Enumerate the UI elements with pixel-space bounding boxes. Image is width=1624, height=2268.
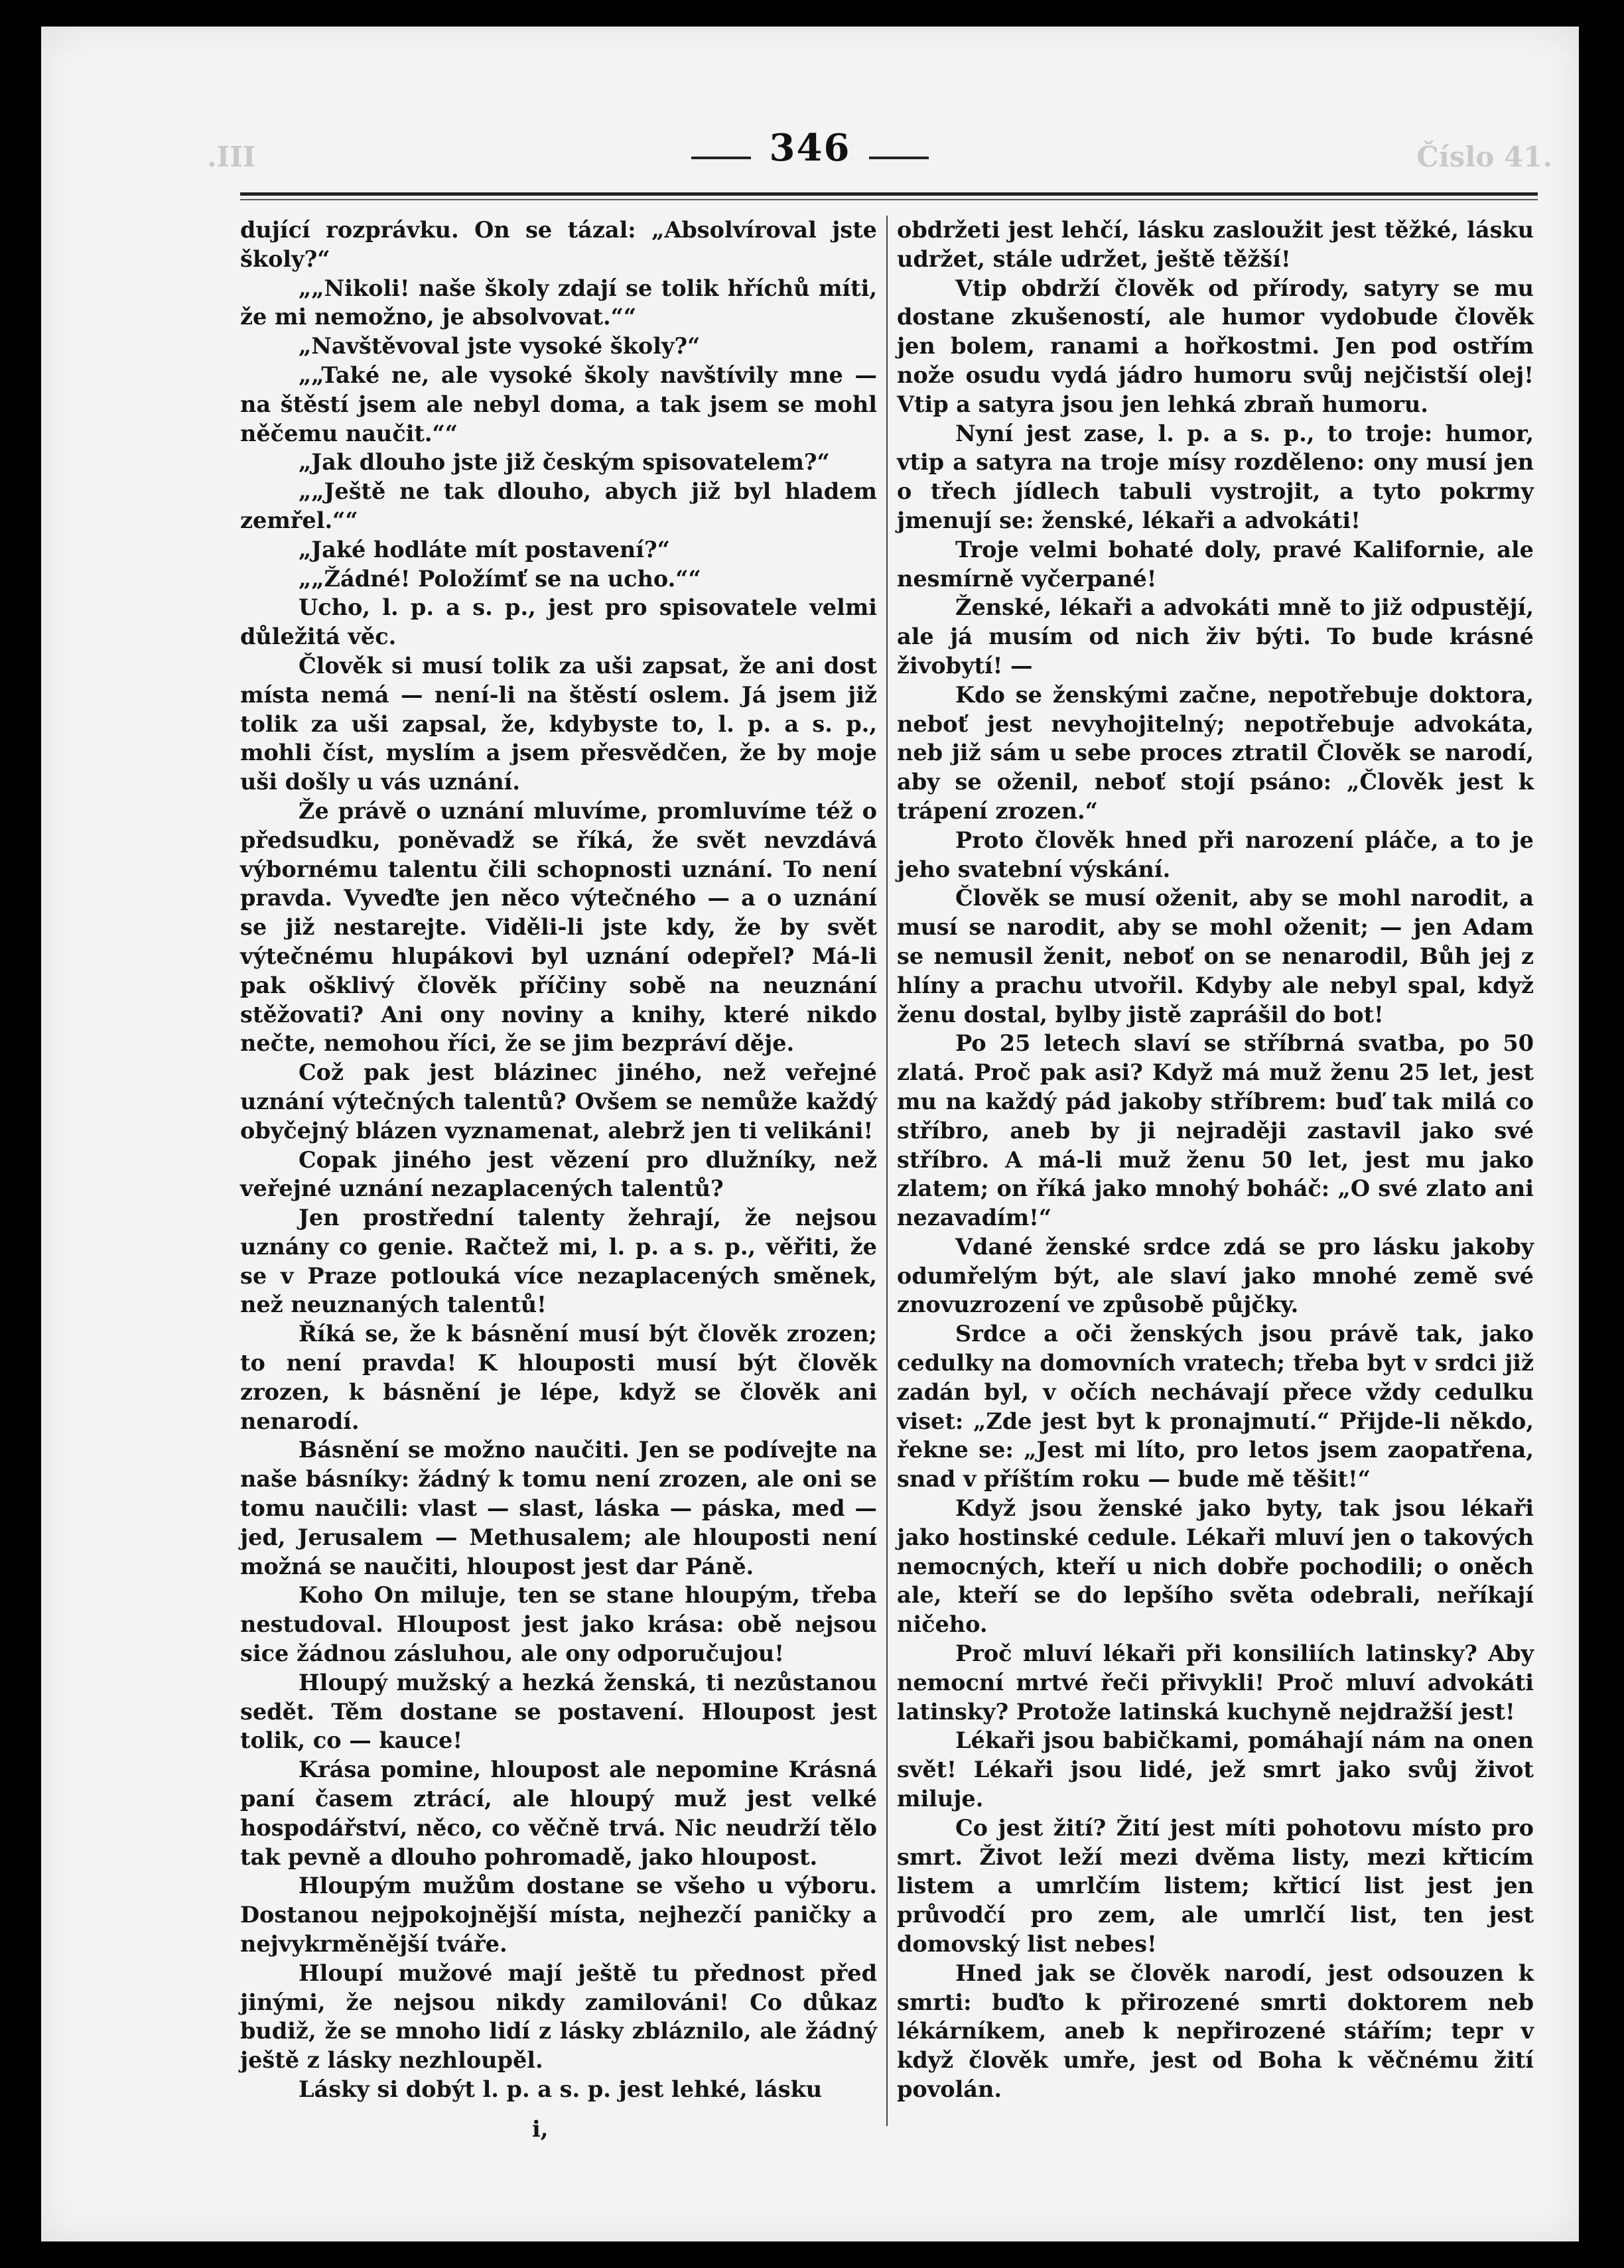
header-dash-left — [691, 157, 751, 159]
paragraph: Což pak jest blázinec jiného, než veřejné uznání výtečných talentů? Ovšem se nemůže každý obyčejný blázen vyznamenat, alebrž jen ti velikáni! — [240, 1059, 877, 1144]
paragraph: Básnění se možno naučiti. Jen se podívejte na naše básníky: žádný k tomu není zrozen, ale oni se tomu naučili: vlast — slast, láska — páska, med — jed, Jerusalem — Methusalem; ale hlouposti není možná se naučiti, hloupost jest dar Páně. — [240, 1437, 877, 1579]
paragraph: Člověk se musí oženit, aby se mohl narodit, a musí se narodit, aby se mohl oženit; — jen Adam se nemusil ženit, neboť on se nenarodil, Bůh jej z hlíny a prachu utvořil. Kdyby ale nebyl spal, když ženu dostal, bylby jistě zaprášil do bot! — [897, 885, 1534, 1028]
paragraph: „Jak dlouho jste již českým spisovatelem?“ — [299, 449, 830, 476]
paragraph: Po 25 letech slaví se stříbrná svatba, po 50 zlatá. Proč pak asi? Když má muž ženu 25 let, jest mu na každý pád jakoby stříbrem: buď tak milá co stříbro, aneb by ji nejraději zastavil jako své stříbro. A má-li muž ženu 50 let, jest mu jako zlatem; on říká jako mnohý boháč: „O své zlato ani nezavadím!“ — [897, 1030, 1534, 1231]
paragraph: Jen prostřední talenty žehrají, že nejsou uznány co genie. Račtež mi, l. p. a s. p., věřiti, že se v Praze potlouká více nezaplacených směnek, než neuznaných talentů! — [240, 1205, 877, 1318]
paragraph: Krása pomine, hloupost ale nepomine Krásná paní časem ztrácí, ale hloupý muž jest velké hospodářství, něco, co věčně trvá. Nic neudrží tělo tak pevně a dlouho pohromadě, jako hloupost. — [240, 1757, 877, 1870]
paragraph: Koho On miluje, ten se stane hloupým, třeba nestudoval. Hloupost jest jako krása: obě nejsou sice žádnou zásluhou, ale ony odporučujou! — [240, 1582, 877, 1667]
paragraph: Vdané ženské srdce zdá se pro lásku jakoby odumřelým být, ale slaví jako mnohé země své znovuzrození ve způsobě půjčky. — [897, 1233, 1534, 1318]
paragraph: dující rozprávku. On se tázal: „Absolvíroval jste školy?“ — [240, 217, 877, 272]
faint-bleedthrough-left: .III — [207, 141, 256, 173]
paragraph: Nyní jest zase, l. p. a s. p., to troje: humor, vtip a satyra na troje mísy rozděleno: ony musí jen o třech jídlech tabuli vystrojit, a tyto pokrmy jmenují se: ženské, lékaři a advokáti! — [897, 420, 1534, 533]
page-number: 346 — [769, 126, 851, 170]
paragraph: Kdo se ženskými začne, nepotřebuje doktora, neboť jest nevyhojitelný; nepotřebuje advokáta, neb již sám u sebe proces ztratil Člověk se narodí, aby se oženil, neboť stojí psáno: „Člověk jest k trápení zrozen.“ — [897, 681, 1534, 824]
faint-bleedthrough-right: Číslo 41. — [1416, 141, 1552, 173]
paragraph: Člověk si musí tolik za uši zapsat, že ani dost místa nemá — není-li na štěstí oslem. Já jsem již tolik za uši zapsal, že, kdybyste to, l. p. a s. p., mohli číst, myslím a jsem přesvědčen, že by moje uši došly u vás uznání. — [240, 652, 877, 795]
paragraph: Copak jiného jest vězení pro dlužníky, než veřejné uznání nezaplacených talentů? — [240, 1146, 877, 1202]
paragraph: Ženské, lékaři a advokáti mně to již odpustějí, ale já musím od nich živ býti. To bude krásné živobytí! — — [897, 594, 1534, 679]
paragraph: „„Žádné! Položímť se na ucho.““ — [299, 565, 701, 592]
paragraph: Lékaři jsou babičkami, pomáhají nám na onen svět! Lékaři jsou lidé, jež smrt jako svůj život miluje. — [897, 1727, 1534, 1812]
header-rule-thin — [240, 199, 1538, 200]
paragraph: Hloupý mužský a hezká ženská, ti nezůstanou sedět. Těm dostane se postavení. Hloupost jest tolik, co — kauce! — [240, 1669, 877, 1754]
right-column — [897, 216, 1534, 2104]
column-divider — [886, 216, 888, 2126]
paragraph: Co jest žití? Žití jest míti pohotovu místo pro smrt. Život leží mezi dvěma listy, mezi křticím listem a umrlčím listem; křticí list jest jen průvodčí pro zem, ale umrlčí list, ten jest domovský list nebes! — [897, 1814, 1534, 1958]
paragraph: Lásky si dobýt l. p. a s. p. jest lehké, lásku — [299, 2076, 823, 2102]
paragraph: „„Také ne, ale vysoké školy navštívily mne — na štěstí jsem ale nebyl doma, a tak jsem se mohl něčemu naučit.““ — [240, 362, 877, 446]
paragraph: „„Ještě ne tak dlouho, abych již byl hladem zemřel.““ — [240, 478, 877, 533]
paragraph: obdržeti jest lehčí, lásku zasloužit jest těžké, lásku udržet, stále udržet, ještě těžší! — [897, 217, 1534, 272]
paragraph: Srdce a oči ženských jsou právě tak, jako cedulky na domovních vratech; třeba byt v srdci již zadán byl, v očích nechávají přece vždy cedulku viset: „Zde jest byt k pronajmutí.“ Přijde-li někdo, řekne se: „Jest mi líto, pro letos jsem zaopatřena, snad v příštím roku — bude mě těšit!“ — [897, 1321, 1534, 1493]
paragraph: Proto člověk hned při narození pláče, a to je jeho svatební výskání. — [897, 827, 1534, 882]
paragraph: Proč mluví lékaři při konsiliích latinsky? Aby nemocní mrtvé řeči přivykli! Proč mluví advokáti latinsky? Protože latinská kuchyně nejdražší jest! — [897, 1640, 1534, 1725]
newspaper-page — [41, 27, 1579, 2241]
paragraph: Hloupým mužům dostane se všeho u výboru. Dostanou nejpokojnější místa, nejhezčí paničky a nejvykrměnější tváře. — [240, 1873, 877, 1958]
paragraph: Říká se, že k básnění musí být člověk zrozen; to není pravda! K hlouposti musí být člověk zrozen, k básnění je lépe, když se člověk ani nenarodí. — [240, 1321, 877, 1434]
paragraph: Hned jak se člověk narodí, jest odsouzen k smrti: buďto k přirozené smrti doktorem neb lékárníkem, aneb k nepřirozené stářím; tepr v když člověk umře, jest od Boha k věčnému žití povolán. — [897, 1960, 1534, 2102]
paragraph: Troje velmi bohaté doly, pravé Kalifornie, ale nesmírně vyčerpané! — [897, 536, 1534, 592]
paragraph: Hloupí mužové mají ještě tu přednost před jinými, že nejsou nikdy zamilováni! Co důkaz budiž, že se mnoho lidí z lásky zbláznilo, ale žádný ještě z lásky nezhloupěl. — [240, 1960, 877, 2074]
paragraph: Ucho, l. p. a s. p., jest pro spisovatele velmi důležitá věc. — [240, 594, 877, 650]
paragraph: „Navštěvoval jste vysoké školy?“ — [299, 333, 701, 360]
paragraph: Že právě o uznání mluvíme, promluvíme též o předsudku, poněvadž se říká, že svět nevzdává výbornému talentu čili schopnosti uznání. To není pravda. Vyveďte jen něco výtečného — a o uznání se již nestarejte. Viděli-li jste kdy, že by svět výtečnému hlupákovi byl uznání odepřel? Má-li pak ošklivý člověk příčiny sobě na neuznání stěžovati? Ani ony noviny a knihy, které nikdo nečte, nemohou říci, že se jim bezpráví děje. — [240, 797, 877, 1057]
header-rule — [240, 192, 1538, 196]
page-header — [41, 126, 1579, 170]
left-column — [240, 216, 877, 2104]
paragraph: „„Nikoli! naše školy zdají se tolik hříchů míti, že mi nemožno, je absolvovat.““ — [240, 275, 877, 330]
column-tail-catchword: i, — [532, 2116, 549, 2142]
paragraph: „Jaké hodláte mít postavení?“ — [299, 536, 670, 563]
paragraph: Když jsou ženské jako byty, tak jsou lékaři jako hostinské cedule. Lékaři mluví jen o takových nemocných, kteří u nich dobře pochodili; o oněch ale, kteří se do lepšího světa odebrali, neříkají ničeho. — [897, 1495, 1534, 1638]
paragraph: Vtip obdrží člověk od přírody, satyry se mu dostane zkušeností, ale humor vydobude člověk jen bolem, ranami a hořkostmi. Jen pod ostřím nože osudu vydá jádro humoru svůj nejčistší olej! Vtip a satyra jsou jen lehká zbraň humoru. — [897, 275, 1534, 417]
header-dash-right — [869, 157, 929, 159]
